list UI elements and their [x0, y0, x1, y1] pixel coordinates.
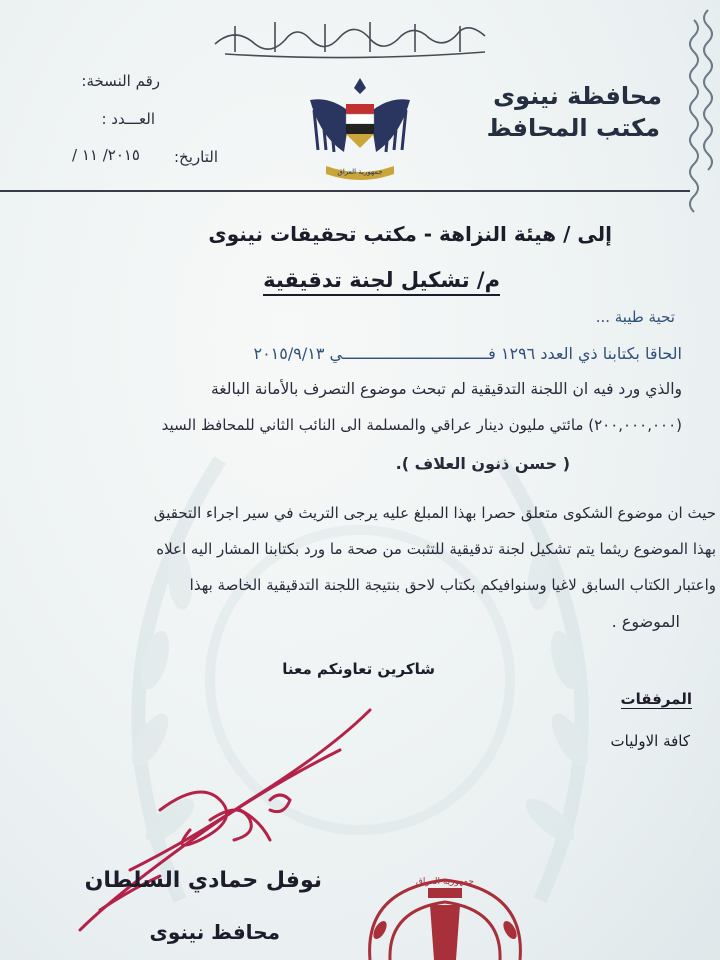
attachments-value: كافة الاوليات [610, 732, 690, 750]
decorative-border [686, 0, 720, 960]
copy-number-label: رقم النسخة: [81, 72, 160, 90]
body-line: الموضوع . [611, 612, 680, 631]
body-line: بهذا الموضوع ريثما يتم تشكيل لجنة تدقيقية للتثبت من صحة ما ورد بكتابنا المشار اليه اعلاه [156, 540, 716, 558]
greeting: تحية طيبة ... [595, 308, 675, 326]
header-divider [0, 190, 690, 192]
closing-line: شاكرين تعاونكم معنا [282, 660, 435, 678]
addressee-line: إلى / هيئة النزاهة - مكتب تحقيقات نينوى [208, 222, 612, 246]
bismillah-calligraphy [205, 14, 505, 62]
subject-line: م/ تشكيل لجنة تدقيقية [263, 268, 500, 296]
emblem-caption: جمهورية العراق [337, 168, 383, 176]
date-value: ٢٠١٥/ ١١ / [71, 146, 140, 164]
body-line: والذي ورد فيه ان اللجنة التدقيقية لم تبحث موضوع التصرف بالأمانة البالغة [210, 380, 682, 398]
body-line: واعتبار الكتاب السابق لاغيا وسنوافيكم بكتاب لاحق بنتيجة اللجنة التدقيقية الخاصة بهذا [189, 576, 716, 594]
date-label: التاريخ: [174, 148, 218, 166]
office-title: مكتب المحافظ [486, 114, 660, 142]
signatory-name: نوفل حمادي السلطان [84, 868, 322, 893]
body-line: الحاقا بكتابنا ذي العدد ١٢٩٦ فـــــــــــــــــــــــــــــــي ٢٠١٥/٩/١٣ [253, 344, 682, 363]
iraq-eagle-emblem [300, 70, 420, 190]
stamp-caption: جمهورية العراق [415, 877, 475, 887]
red-official-stamp [360, 860, 530, 960]
body-line: (٢٠٠,٠٠٠,٠٠٠) مائتي مليون دينار عراقي والمسلمة الى النائب الثاني للمحافظ السيد [161, 416, 682, 434]
body-line: ( حسن ذنون العلاف ). [395, 454, 570, 473]
body-line: حيث ان موضوع الشكوى متعلق حصرا بهذا المبلغ عليه يرجى التريث في سير اجراء التحقيق [153, 504, 716, 522]
attachments-heading: المرفقات [620, 690, 692, 708]
governorate-title: محافظة نينوى [493, 82, 662, 110]
signatory-title: محافظ نينوى [149, 920, 280, 944]
document-number-label: العـــدد : [101, 110, 155, 128]
